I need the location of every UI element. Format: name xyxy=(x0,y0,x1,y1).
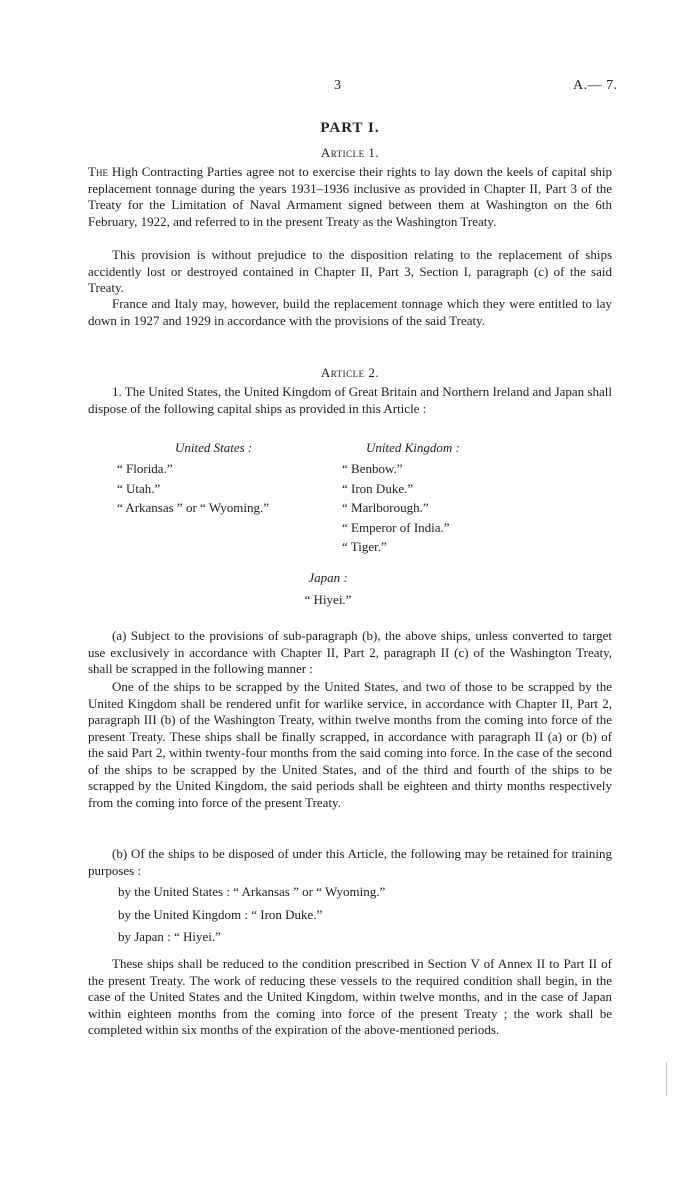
training-ships-list xyxy=(118,881,385,949)
article-1-paragraph-2: This provision is without prejudice to the disposition relating to the replacement of ships accidently lost or destroyed contained in Chapter II, Part 3, Section I, paragraph (c) of the said Treaty. xyxy=(88,247,612,295)
article-2-heading: Article 2. xyxy=(320,365,380,380)
article-1-paragraph-3: France and Italy may, however, build the replacement tonnage which they were entitled to lay down in 1927 and 1929 in accordance with the provisions of the said Treaty. xyxy=(88,296,612,328)
us-ship-item: “ Florida.” xyxy=(117,461,173,476)
training-ship-item: by the United States : “ Arkansas ” or “ Wyoming.” xyxy=(118,884,386,899)
sub-paragraph-b: (b) Of the ships to be disposed of under this Article, the following may be retained for training purposes : xyxy=(88,846,612,878)
page-number: 3 xyxy=(334,78,341,93)
part-heading: PART I. xyxy=(320,120,380,136)
united-kingdom-heading: United Kingdom : xyxy=(366,440,460,455)
uk-ship-item: “ Benbow.” xyxy=(342,461,403,476)
sub-paragraph-a: (a) Subject to the provisions of sub-paragraph (b), the above ships, unless converted to target use exclusively in accordance with Chapter II, Part 2, paragraph II (c) of the Washington Treaty, shall be scrapped in the following manner : xyxy=(88,628,612,676)
article-2-paragraph-1: 1. The United States, the United Kingdom of Great Britain and Northern Ireland and Japan shall dispose of the following capital ships as provided in this Article : xyxy=(88,384,612,416)
margin-mark xyxy=(666,1062,667,1096)
uk-ship-item: “ Tiger.” xyxy=(342,539,387,554)
uk-ship-item: “ Marlborough.” xyxy=(342,500,429,515)
sub-paragraph-a-detail: One of the ships to be scrapped by the United States, and two of those to be scrapped by the United Kingdom shall be rendered unfit for warlike service, in accordance with Chapter II, Part 2, paragraph III (b) of the Washington Treaty, within twelve months from the coming into force of the present Treaty. These ships shall be finally scrapped, in accordance with paragraph II (a) or (b) of the said Part 2, within twenty-four months from the said coming into force. In the case of the second of the ships to be scrapped by the United States, and of the third and fourth of the ships to be scrapped by the United Kingdom, the said periods shall be eighteen and thirty months respectively from the coming into force of the present Treaty. xyxy=(88,679,612,810)
united-states-heading: United States : xyxy=(175,440,253,455)
uk-ship-item: “ Iron Duke.” xyxy=(342,480,414,496)
uk-ship-item: “ Emperor of India.” xyxy=(342,519,450,535)
article-1-paragraph-1-text: High Contracting Parties agree not to exercise their rights to lay down the keels of capital ship replacement tonnage during the years 1931–1936 inclusive as provided in Chapter II, Part 3 of the Treaty for the Limitation of Naval Armament signed between them at Washington on the 6th February, 1922, and referred to in the present Treaty as the Washington Treaty. xyxy=(88,164,612,229)
document-reference: A.— 7. xyxy=(573,78,618,93)
article-1-heading: Article 1. xyxy=(320,145,380,160)
us-ship-item: “ Arkansas ” or “ Wyoming.” xyxy=(117,500,270,515)
japan-heading: Japan : xyxy=(308,570,348,585)
us-ship-item: “ Utah.” xyxy=(117,480,161,496)
training-ship-item: by Japan : “ Hiyei.” xyxy=(118,929,221,944)
japan-ship: “ Hiyei.” xyxy=(304,592,352,607)
training-ship-item: by the United Kingdom : “ Iron Duke.” xyxy=(118,906,323,922)
uk-ship-list xyxy=(342,459,450,557)
us-ship-list xyxy=(117,459,269,518)
final-paragraph: These ships shall be reduced to the condition prescribed in Section V of Annex II to Part II of the present Treaty. The work of reducing these vessels to the required condition shall begin, in the case of the United States and the United Kingdom, within twelve months, and in the case of Japan within eighteen months from the coming into force of the present Treaty ; the work shall be completed within six months of the expiration of the above-mentioned periods. xyxy=(88,956,612,1037)
article-1-lead-word: The xyxy=(88,164,108,179)
article-1-paragraph-1 xyxy=(88,164,612,230)
